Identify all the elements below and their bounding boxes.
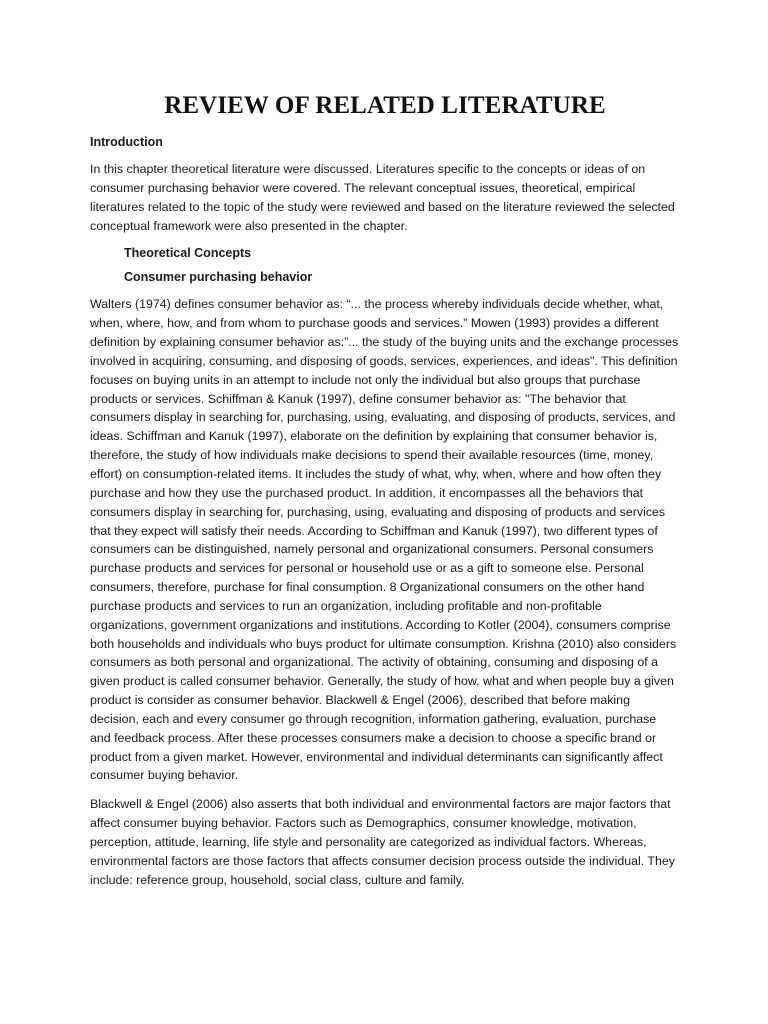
document-page	[90, 92, 680, 890]
introduction-paragraph: In this chapter theoretical literature were discussed. Literatures specific to the concepts or ideas of on consumer purchasing behavior were covered. The relevant conceptual issues, theoretical, empirical literatures related to the topic of the study were reviewed and based on the literature reviewed the selected conceptual framework were also presented in the chapter.	[90, 162, 675, 233]
consumer-purchasing-behavior-heading: Consumer purchasing behavior	[124, 270, 313, 285]
body-paragraph-1: Walters (1974) defines consumer behavior as: “... the process whereby individuals decide whether, what, when, where, how, and from whom to purchase goods and services.” Mowen (1993) provides a different definition by explaining consumer behavior as:”... the study of the buying units and the exchange processes involved in acquiring, consuming, and disposing of goods, services, experiences, and ideas". This definition focuses on buying units in an attempt to include not only the individual but also groups that purchase products or services. Schiffman & Kanuk (1997), define consumer behavior as: "The behavior that consumers display in searching for, purchasing, using, evaluating, and disposing of products, services, and ideas. Schiffman and Kanuk (1997), elaborate on the definition by explaining that consumer behavior is, therefore, the study of how individuals make decisions to spend their available resources (time, money, effort) on consumption-related items. It includes the study of what, why, when, where and how often they purchase and how they use the purchased product. In addition, it encompasses all the behaviors that consumers display in searching for, purchasing, using, evaluating and disposing of products and services that they expect will satisfy their needs. According to Schiffman and Kanuk (1997), two different types of consumers can be distinguished, namely personal and organizational consumers. Personal consumers purchase products and services for personal or household use or as a gift to someone else. Personal consumers, therefore, purchase for final consumption. 8 Organizational consumers on the other hand purchase products and services to run an organization, including profitable and non-profitable organizations, government organizations and institutions. According to Kotler (2004), consumers comprise both households and individuals who buys product for ultimate consumption. Krishna (2010) also considers consumers as both personal and organizational. The activity of obtaining, consuming and disposing of a given product is called consumer behavior. Generally, the study of how, what and when people buy a given product is consider as consumer behavior. Blackwell & Engel (2006), described that before making decision, each and every consumer go through recognition, information gathering, evaluation, purchase and feedback process. After these processes consumers make a decision to choose a specific brand or product from a given market. However, environmental and individual determinants can significantly affect consumer buying behavior.	[90, 297, 679, 783]
page-title: REVIEW OF RELATED LITERATURE	[164, 92, 606, 119]
theoretical-concepts-heading: Theoretical Concepts	[124, 246, 252, 261]
body-paragraph-2: Blackwell & Engel (2006) also asserts that both individual and environmental factors are major factors that affect consumer buying behavior. Factors such as Demographics, consumer knowledge, motivation, perception, attitude, learning, life style and personality are categorized as individual factors. Whereas, environmental factors are those factors that affects consumer decision process outside the individual. They include: reference group, household, social class, culture and family.	[90, 797, 675, 887]
introduction-heading: Introduction	[90, 135, 163, 149]
